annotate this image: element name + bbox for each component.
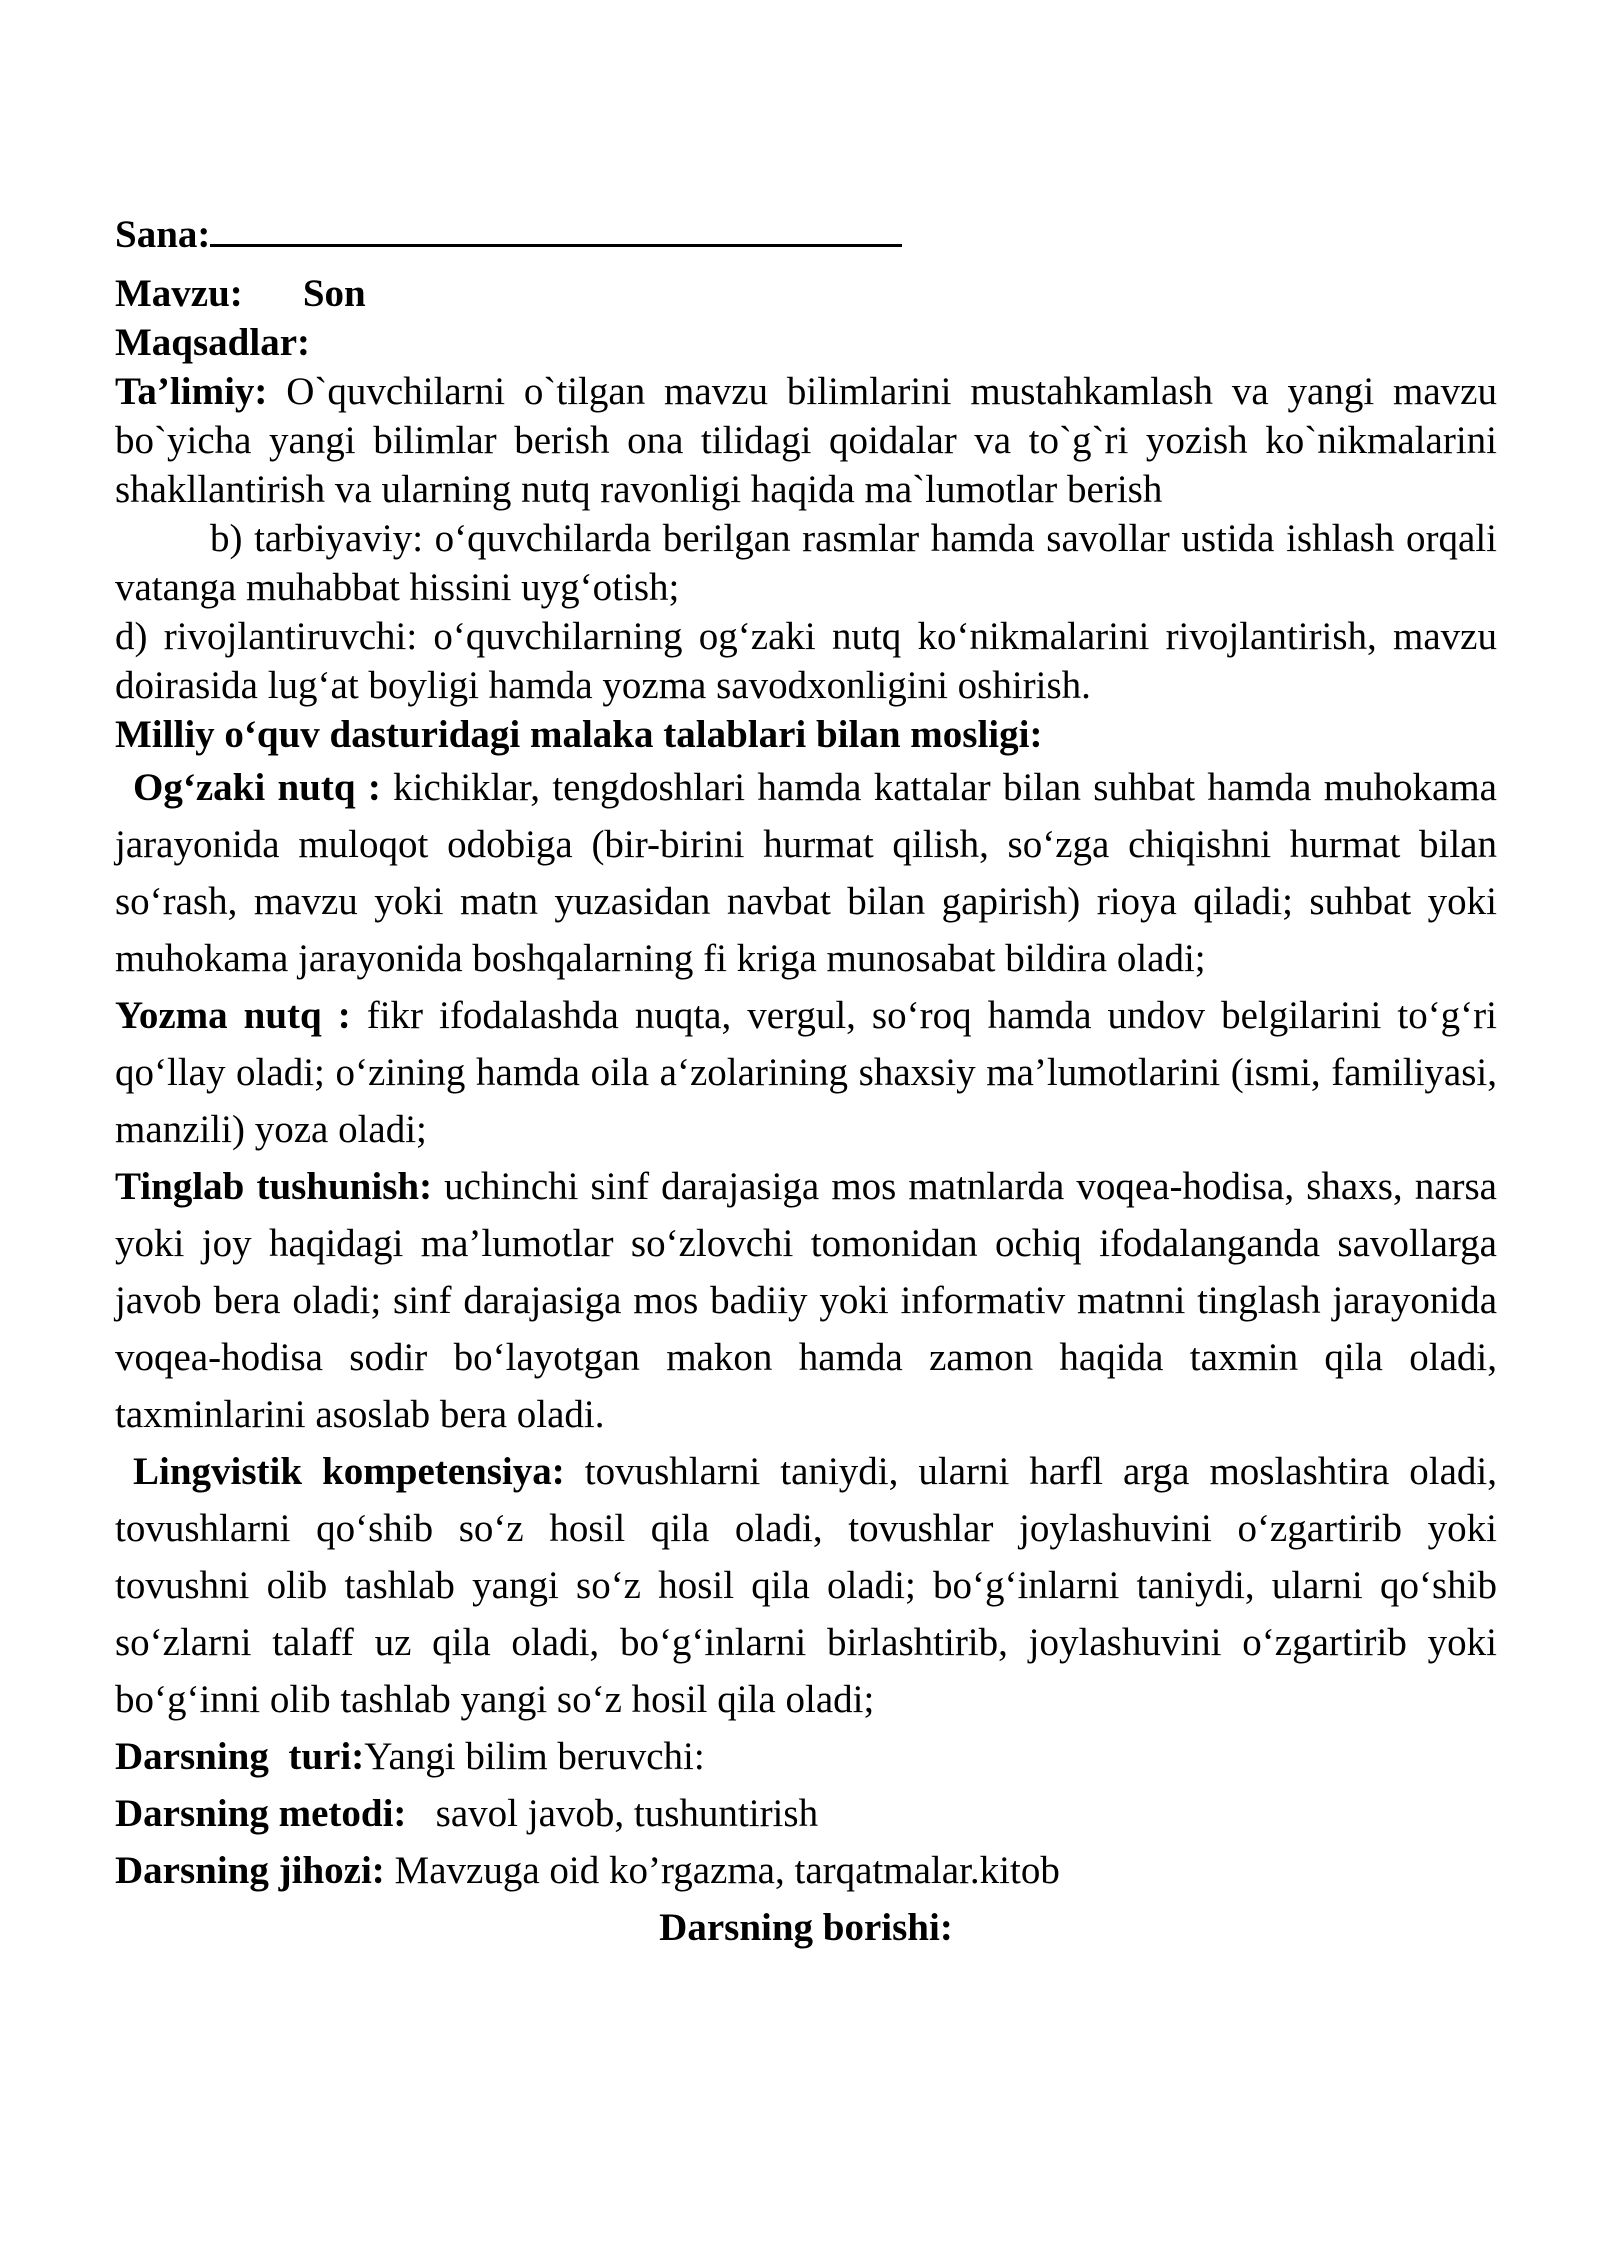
talimiy-label: Ta’limiy: xyxy=(115,370,268,413)
mavzu-line xyxy=(115,269,1497,318)
darsning-turi-value: Yangi bilim beruvchi: xyxy=(364,1735,705,1778)
rivojlantiruvchi-paragraph xyxy=(115,612,1497,710)
darsning-turi-line xyxy=(115,1728,1497,1785)
yozma-paragraph xyxy=(115,987,1497,1158)
sana-label: Sana: xyxy=(115,213,211,256)
rivojlantiruvchi-text: d) rivojlantiruvchi: o‘quvchilarning og‘zaki nutq ko‘nikmalarini rivojlantirish, mavzu doirasida lug‘at boyligi hamda yozma savodxonligini oshirish. xyxy=(115,615,1497,707)
mavzu-value: Son xyxy=(302,272,366,315)
lingvistik-label: Lingvistik kompetensiya: xyxy=(133,1450,565,1493)
lingvistik-paragraph xyxy=(115,1443,1497,1728)
tinglab-paragraph xyxy=(115,1158,1497,1443)
lesson-plan-page xyxy=(115,210,1497,1956)
yozma-text: fikr ifodalashda nuqta, vergul, so‘roq hamda undov belgilarini to‘g‘ri qo‘llay oladi; o‘zining hamda oila a‘zolarining shaxsiy ma’lumotlarini (ismi, familiyasi, manzili) yoza oladi; xyxy=(115,994,1497,1151)
mavzu-label: Mavzu: xyxy=(115,272,243,315)
talimiy-paragraph xyxy=(115,367,1497,514)
sana-line xyxy=(115,210,1497,259)
sana-blank xyxy=(210,210,902,247)
darsning-metodi-label: Darsning metodi: xyxy=(115,1792,407,1835)
tarbiyaviy-text: b) tarbiyaviy: o‘quvchilarda berilgan rasmlar hamda savollar ustida ishlash orqali vatanga muhabbat hissini uyg‘otish; xyxy=(115,517,1497,609)
ogzaki-paragraph xyxy=(115,759,1497,987)
ogzaki-text: kichiklar, tengdoshlari hamda kattalar bilan suhbat hamda muhokama jarayonida muloqot odobiga (bir-birini hurmat qilish, so‘zga chiqishni hurmat bilan so‘rash, mavzu yoki matn yuzasidan navbat bilan gapirish) rioya qiladi; suhbat yoki muhokama jarayonida boshqalarning fi kriga munosabat bildira oladi; xyxy=(115,766,1497,980)
yozma-label: Yozma nutq : xyxy=(115,994,351,1037)
darsning-metodi-line xyxy=(115,1785,1497,1842)
darsning-jihozi-value: Mavzuga oid ko’rgazma, tarqatmalar.kitob xyxy=(384,1849,1060,1892)
tinglab-text: uchinchi sinf darajasiga mos matnlarda voqea-hodisa, shaxs, narsa yoki joy haqidagi ma’lumotlar so‘zlovchi tomonidan ochiq ifodalanganda savollarga javob bera oladi; sinf darajasiga mos badiiy yoki informativ matnni tinglash jarayonida voqea-hodisa sodir bo‘layotgan makon hamda zamon haqida taxmin qila oladi, taxminlarini asoslab bera oladi. xyxy=(115,1165,1497,1436)
lingvistik-text: tovushlarni taniydi, ularni harfl arga moslashtira oladi, tovushlarni qo‘shib so‘z hosil qila oladi, tovushlar joylashuvini o‘zgartirib yoki tovushni olib tashlab yangi so‘z hosil qila oladi; bo‘g‘inlarni taniydi, ularni qo‘shib so‘zlarni talaff uz qila oladi, bo‘g‘inlarni birlashtirib, joylashuvini o‘zgartirib yoki bo‘g‘inni olib tashlab yangi so‘z hosil qila oladi; xyxy=(115,1450,1498,1721)
tarbiyaviy-paragraph xyxy=(115,514,1497,612)
darsning-jihozi-label: Darsning jihozi: xyxy=(115,1849,385,1892)
darsning-turi-label: Darsning turi: xyxy=(115,1735,365,1778)
darsning-jihozi-line xyxy=(115,1842,1497,1899)
maqsadlar-heading: Maqsadlar: xyxy=(115,321,310,364)
milliy-heading: Milliy o‘quv dasturidagi malaka talablari bilan mosligi: xyxy=(115,713,1043,756)
talimiy-text: O`quvchilarni o`tilgan mavzu bilimlarini mustahkamlash va yangi mavzu bo`yicha yangi bilimlar berish ona tilidagi qoidalar va to`g`ri yozish ko`nikmalarini shakllantirish va ularning nutq ravonligi haqida ma`lumotlar berish xyxy=(115,370,1497,511)
tinglab-label: Tinglab tushunish: xyxy=(115,1165,433,1208)
ogzaki-label: Og‘zaki nutq : xyxy=(133,766,381,809)
darsning-metodi-value: savol javob, tushuntirish xyxy=(406,1792,819,1835)
darsning-borishi-heading: Darsning borishi: xyxy=(659,1906,953,1949)
